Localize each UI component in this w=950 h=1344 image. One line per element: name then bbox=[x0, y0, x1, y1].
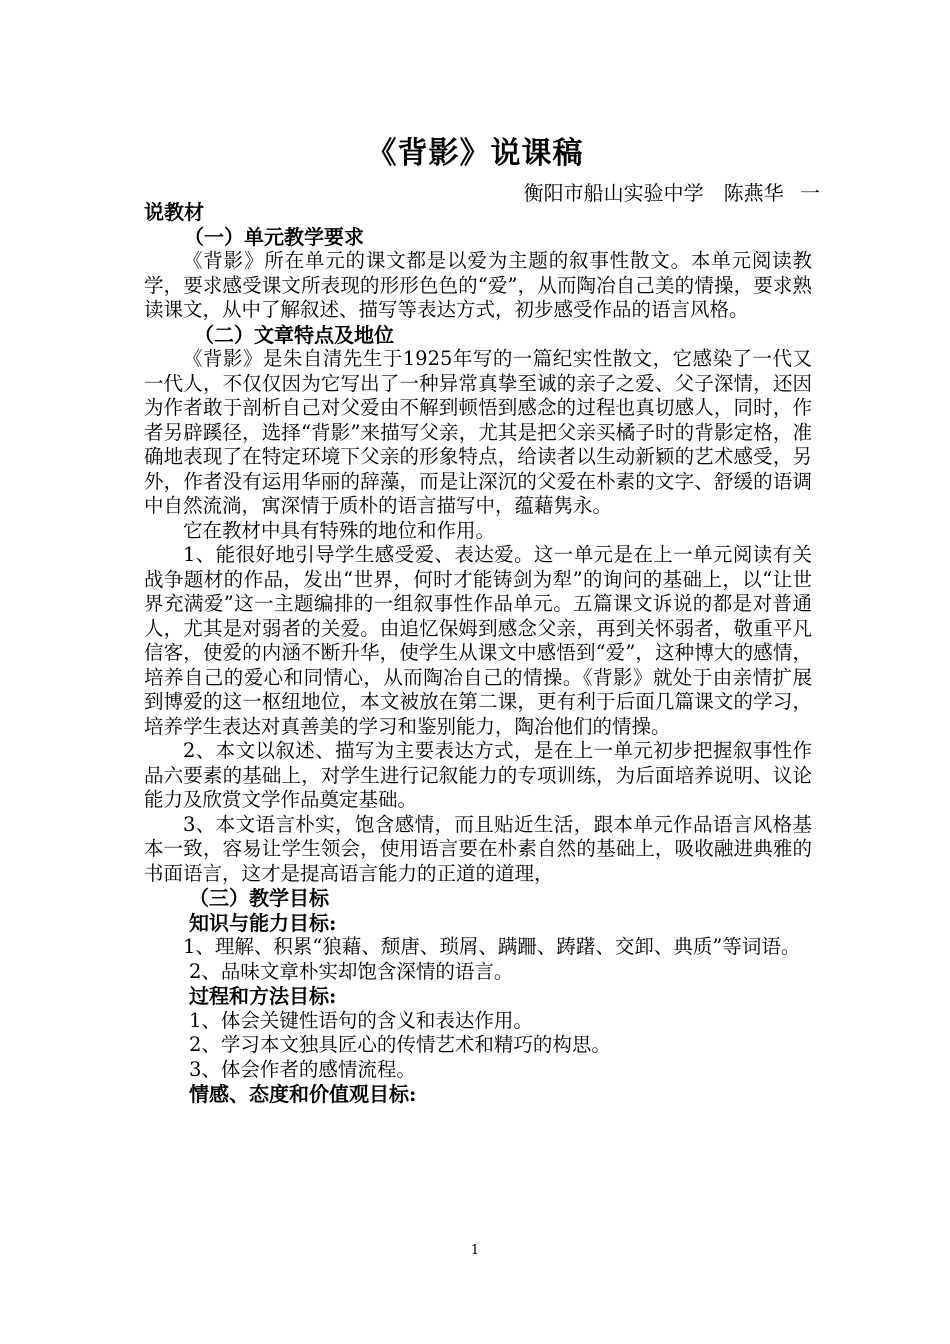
document-title: 《背影》说课稿 bbox=[366, 136, 584, 171]
goal-heading: 过程和方法目标: bbox=[189, 984, 337, 1008]
goal-item: 2、学习本文独具匠心的传情艺术和精巧的构思。 bbox=[189, 1033, 611, 1056]
author-suffix: 一 bbox=[800, 181, 820, 205]
goal-item: 1、理解、积累“狼藉、颓唐、琐屑、蹒跚、踌躇、交卸、典质”等词语。 bbox=[183, 935, 801, 958]
goal-item: 3、体会作者的感情流程。 bbox=[189, 1057, 416, 1081]
subsection-heading: （一）单元教学要求 bbox=[184, 224, 364, 249]
paragraph: 1、能很好地引导学生感受爱、表达爱。这一单元是在上一单元阅读有关战争题材的作品，发出“世界，何时才能铸剑为犁”的询问的基础上，以“让世界充满爱”这一主题编排的一组叙事性作品单元。五篇课文诉说的都是对普通人，尤其是对弱者的关爱。由追忆保姆到感念父亲，再到关怀弱者，敬重平凡信客，使爱的内涵不断升华，使学生从课文中感悟到“爱”，这种博大的感情，培养自己的爱心和同情心，从而陶冶自己的情操。《背影》就处于由亲情扩展到博爱的这一枢纽地位，本文被放在第二课，更有利于后面几篇课文的学习，培养学生表达对真善美的学习和鉴别能力，陶冶他们的情操。 bbox=[144, 543, 812, 738]
section-heading: 说教材 bbox=[144, 200, 204, 224]
goal-heading: 情感、态度和价值观目标: bbox=[189, 1082, 417, 1106]
goal-heading: 知识与能力目标: bbox=[189, 910, 337, 935]
paragraph: 《背影》是朱自清先生于1925年写的一篇纪实性散文，它感染了一代又一代人，不仅仅因为它写出了一种异常真挚至诚的亲子之爱、父子深情，还因为作者敢于剖析自己对父爱由不解到顿悟到感念的过程也真切感人，同时，作者另辟蹊径，选择“背影”来描写父亲，尤其是把父亲买橘子时的背影定格，准确地表现了在特定环境下父亲的形象特点，给读者以生动新颖的艺术感受，另外，作者没有运用华丽的辞藻，而是让深沉的父爱在朴素的文字、舒缓的语调中自然流淌，寓深情于质朴的语言描写中，蕴藉隽永。 bbox=[144, 347, 812, 517]
goal-item: 2、品味文章朴实却饱含深情的语言。 bbox=[189, 959, 514, 983]
author-name: 衡阳市船山实验中学 陈燕华 bbox=[523, 181, 784, 205]
subsection-heading: （二）文章特点及地位 bbox=[194, 322, 394, 347]
goal-item: 1、体会关键性语句的含义和表达作用。 bbox=[189, 1008, 533, 1032]
paragraph: 2、本文以叙述、描写为主要表达方式，是在上一单元初步把握叙事性作品六要素的基础上，对学生进行记叙能力的专项训练，为后面培养说明、议论能力及欣赏文学作品奠定基础。 bbox=[144, 739, 812, 811]
paragraph: 《背影》所在单元的课文都是以爱为主题的叙事性散文。本单元阅读教学，要求感受课文所表现的形形色色的“爱”，从而陶冶自己美的情操，要求熟读课文，从中了解叙述、描写等表达方式，初步感受作品的语言风格。 bbox=[144, 249, 812, 321]
subsection-heading: （三）教学目标 bbox=[189, 886, 329, 910]
document-body bbox=[144, 200, 812, 1107]
paragraph: 它在教材中具有特殊的地位和作用。 bbox=[183, 518, 496, 542]
paragraph: 3、本文语言朴实，饱含感情，而且贴近生活，跟本单元作品语言风格基本一致，容易让学生领会，使用语言要在朴素自然的基础上，吸收融进典雅的书面语言，这才是提高语言能力的正道的道理， bbox=[144, 812, 812, 885]
page-number: 1 bbox=[470, 1243, 480, 1258]
